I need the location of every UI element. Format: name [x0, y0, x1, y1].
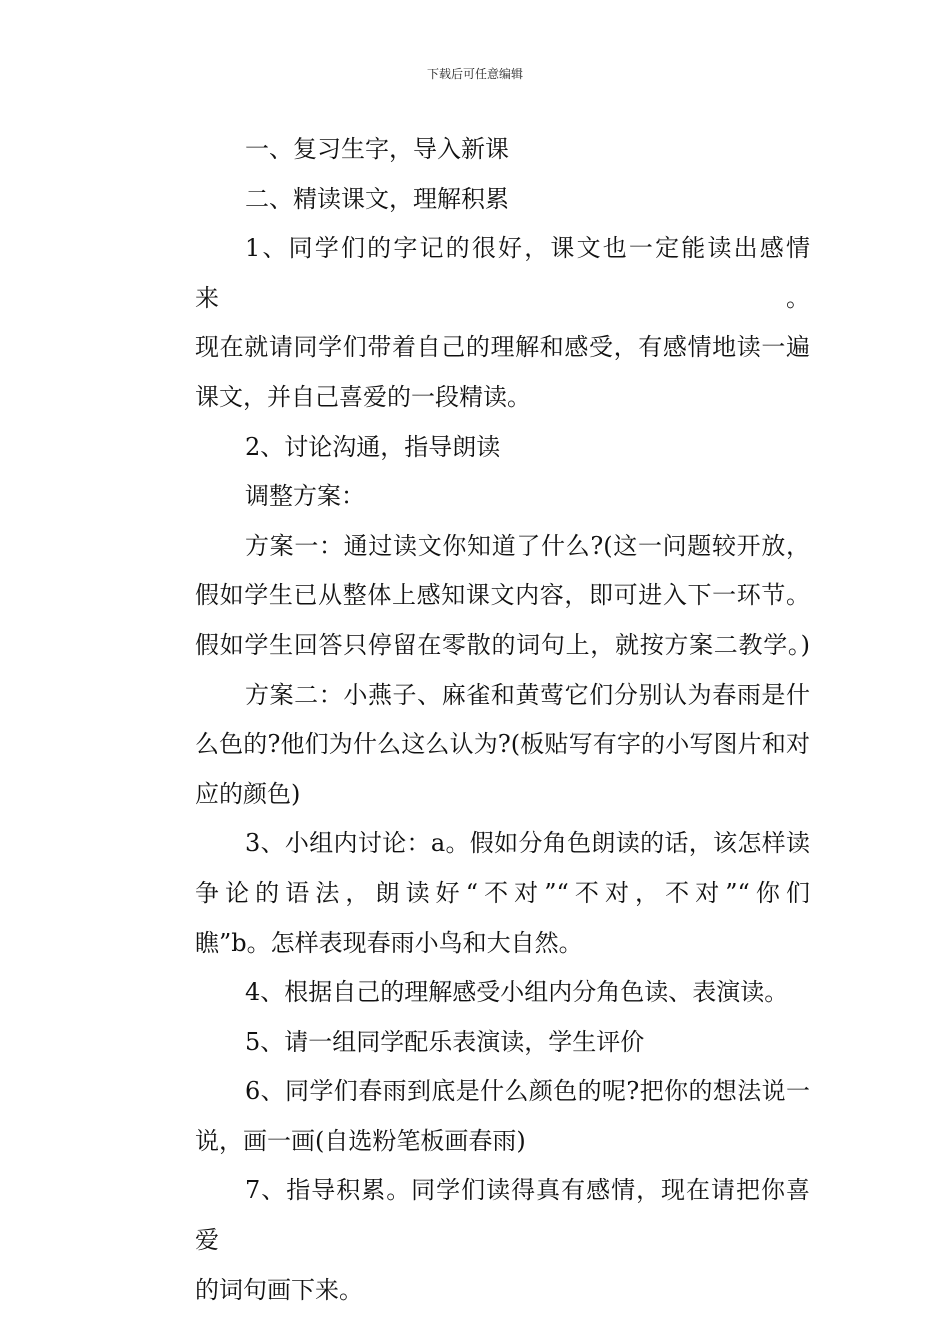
text-line: 的词句画下来。 [195, 1275, 363, 1304]
text-line: 假如学生已从整体上感知课文内容，即可进入下一环节。 [195, 581, 810, 610]
paragraph [145, 224, 810, 422]
text-line: 争论的语法，朗读好“不对”“不对，不对”“你们 [195, 878, 810, 907]
text-line: 现在就请同学们带着自己的理解和感受，有感情地读一遍 [195, 333, 810, 362]
text-line: 应的颜色) [195, 779, 301, 808]
text-line: 5、请一组同学配乐表演读，学生评价 [245, 1027, 645, 1056]
paragraph [145, 819, 810, 968]
paragraph [145, 175, 810, 225]
text-line: 么色的?他们为什么这么认为?(板贴写有字的小写图片和对 [195, 730, 810, 759]
paragraph [145, 1018, 810, 1068]
text-line: 7、指导积累。同学们读得真有感情，现在请把你喜爱 [195, 1176, 810, 1255]
paragraph [145, 1067, 810, 1166]
text-line: 假如学生回答只停留在零散的词句上，就按方案二教学。) [195, 630, 810, 659]
text-line: 说，画一画(自选粉笔板画春雨) [195, 1126, 526, 1155]
paragraph [145, 125, 810, 175]
page-header-note: 下载后可任意编辑 [426, 67, 523, 81]
paragraph [145, 423, 810, 473]
text-line: 方案一：通过读文你知道了什么?(这一问题较开放， [245, 531, 810, 560]
text-line: 4、根据自己的理解感受小组内分角色读、表演读。 [245, 978, 789, 1007]
text-line: 6、同学们春雨到底是什么颜色的呢?把你的想法说一 [245, 1077, 810, 1106]
text-line: 3、小组内讨论：a。假如分角色朗读的话，该怎样读 [245, 829, 810, 858]
paragraph [145, 522, 810, 671]
text-line: 一、复习生字，导入新课 [245, 135, 509, 163]
paragraph [145, 968, 810, 1018]
text-line: 课文，并自己喜爱的一段精读。 [195, 382, 531, 411]
document-body [145, 125, 810, 1315]
text-line: 2、讨论沟通，指导朗读 [245, 432, 501, 461]
text-line: 1、同学们的字记的很好，课文也一定能读出感情来。 [195, 234, 810, 312]
text-line: 二、精读课文，理解积累 [245, 184, 509, 213]
paragraph [145, 472, 810, 522]
text-line: 方案二：小燕子、麻雀和黄莺它们分别认为春雨是什 [245, 680, 810, 709]
text-line: 调整方案： [245, 482, 365, 511]
paragraph [145, 671, 810, 820]
paragraph [145, 1166, 810, 1315]
text-line: 瞧”b。怎样表现春雨小鸟和大自然。 [195, 928, 583, 957]
